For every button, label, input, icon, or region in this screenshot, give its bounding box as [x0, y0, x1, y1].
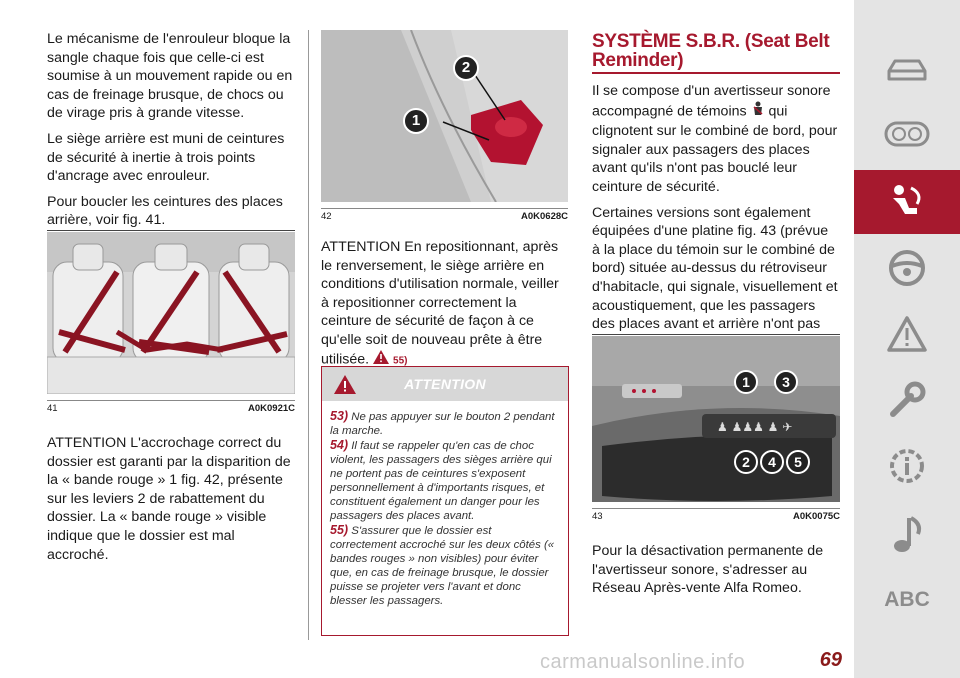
figure-number: 43: [592, 511, 603, 522]
column-2-text: [321, 238, 569, 378]
figure-code: A0K0921C: [248, 403, 295, 414]
wrench-icon: [887, 380, 927, 420]
column-3-bottom: [592, 542, 840, 605]
column-1-bottom: [47, 434, 297, 571]
rear-seats-image: [47, 232, 295, 394]
callout-1: 1: [734, 370, 758, 394]
music-note-icon: [890, 514, 924, 554]
paragraph: Le mécanisme de l'enrouleur bloque la sangle chaque fois que celle-ci est soumise à un mouvement rapide ou en cas de freinage brusque, de chocs ou de virage pris à grande vitesse.: [47, 31, 293, 122]
warning-body: [322, 401, 568, 618]
abc-index-label: ABC: [884, 588, 930, 611]
sbr-panel-image: [592, 336, 840, 502]
figure-caption: [321, 208, 568, 222]
sidebar-item-safety[interactable]: [854, 170, 960, 234]
steering-wheel-icon: [887, 248, 927, 288]
callout-2: 2: [453, 55, 479, 81]
figure-code: A0K0075C: [793, 511, 840, 522]
sidebar-item-maintenance[interactable]: [854, 368, 960, 432]
sidebar-item-car[interactable]: [854, 38, 960, 102]
sidebar-item-dashboard[interactable]: [854, 102, 960, 166]
warning-title: ATTENTION: [404, 376, 486, 392]
callout-4: 4: [760, 450, 784, 474]
figure-41: [47, 230, 295, 414]
page-number: 69: [819, 649, 842, 671]
info-gear-icon: [886, 445, 928, 487]
sidebar-item-index[interactable]: [854, 568, 960, 632]
column-1: [47, 30, 295, 237]
figure-43: [592, 334, 840, 522]
chapter-sidebar: [854, 0, 960, 678]
watermark: carmanualsonline.info: [540, 651, 746, 673]
title-underline: [592, 72, 840, 74]
paragraph: [321, 238, 569, 371]
paragraph: ATTENTION L'accrochage correct du dossier est garanti par la disparition de la « bande rouge » 1 fig. 42, présente sur les leviers 2 de rabattement du dossier. La « bande rouge » visible indique que le dossier est mal accroché.: [47, 435, 291, 563]
svg-text:♟ ♟♟♟ ♟ ✈: ♟ ♟♟♟ ♟ ✈: [717, 420, 793, 434]
figure-code: A0K0628C: [521, 211, 568, 222]
paragraph: Pour boucler les ceintures des places arrière, voir fig. 41.: [47, 193, 283, 229]
seat-lever-image: [321, 30, 568, 202]
figure-42: [321, 30, 568, 222]
dashboard-icon: [884, 121, 930, 147]
figure-number: 41: [47, 403, 58, 414]
warning-item: 54) Il faut se rappeler qu'en cas de choc violent, les passagers des sièges arrière qui ne portent pas de ceintures s'exposent personnellement à d'importants risques, et constituent également un danger pour les passagers des places avant.: [330, 438, 552, 522]
footnote-ref: 55): [393, 355, 408, 367]
sidebar-item-driving[interactable]: [854, 236, 960, 300]
paragraph: Le siège arrière est muni de ceintures de sécurité à inertie à trois points d'ancrage avec enrouleur.: [47, 130, 285, 185]
column-3: [592, 32, 840, 359]
figure-number: 42: [321, 211, 332, 222]
car-icon: [885, 57, 929, 83]
paragraph-text: ATTENTION En repositionnant, après le renversement, le siège arrière en conditions d'utilisation normale, veiller à repositionner correctement la ceinture de sécurité de façon à ce qu'elle soit de nouveau prête à être utilisée.: [321, 239, 559, 368]
warning-header: [322, 367, 568, 401]
figure-caption: [592, 508, 840, 522]
callout-5: 5: [786, 450, 810, 474]
section-title: SYSTÈME S.B.R. (Seat Belt Reminder): [592, 31, 830, 71]
callout-2: 2: [734, 450, 758, 474]
airbag-icon: [887, 182, 927, 222]
callout-1: 1: [403, 108, 429, 134]
sidebar-item-multimedia[interactable]: [854, 502, 960, 566]
paragraph: Pour la désactivation permanente de l'avertisseur sonore, s'adresser au Réseau Après-vente Alfa Romeo.: [592, 543, 824, 597]
callout-3: 3: [774, 370, 798, 394]
seatbelt-warning-icon: [751, 101, 765, 123]
paragraph: Certaines versions sont également équipées d'une platine fig. 43 (prévue à la place du témoin sur le combiné de bord) située au-dessus du rétroviseur d'habitacle, qui signale, visuellement et acoustiquement, que les passagers des places avant et arrière n'ont pas: [592, 204, 838, 333]
sidebar-item-warnings[interactable]: [854, 302, 960, 366]
warning-item: 53) Ne pas appuyer sur le bouton 2 pendant la marche.: [330, 409, 555, 437]
warning-triangle-icon: [886, 315, 928, 353]
paragraph: Il se compose d'un avertisseur sonore accompagné de témoins qui clignotent sur le combiné de bord, pour signaler aux passagers des places avant qu'ils n'ont pas bouclé leur ceinture de sécurité.: [592, 83, 838, 195]
column-divider: [308, 30, 309, 640]
sidebar-item-technical[interactable]: [854, 434, 960, 498]
warning-box: [321, 366, 569, 636]
warning-item: 55) S'assurer que le dossier est correctement accroché sur les deux côtés (« bandes rouges » non visibles) pour éviter que, en cas de freinage brusque, le dossier puisse se projeter vers l'avant et donc blesser les passagers.: [330, 523, 555, 607]
figure-caption: [47, 400, 295, 414]
